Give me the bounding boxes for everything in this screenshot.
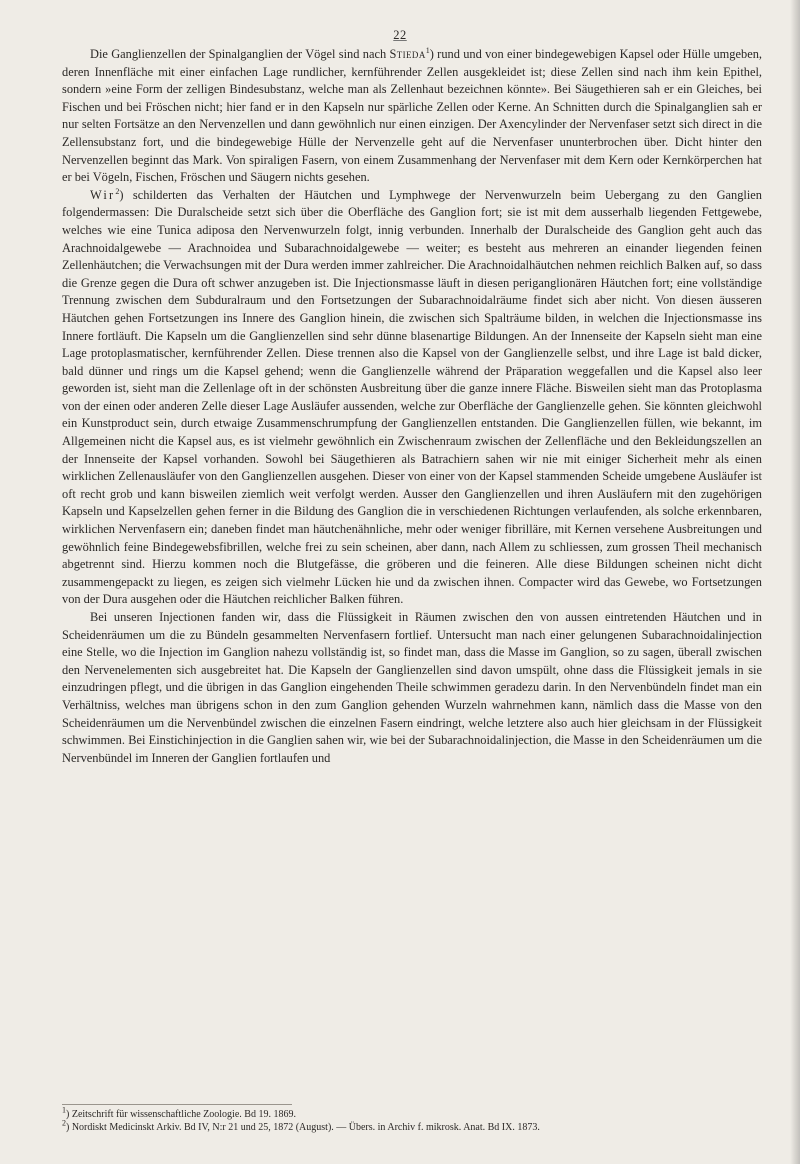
paragraph-wir [62,187,762,609]
paragraph-stieda [62,46,762,187]
footnote-text: ) Zeitschrift für wissenschaftliche Zoologie. Bd 19. 1869. [66,1109,296,1120]
paragraph-text: Die Ganglienzellen der Spinalganglien der Vögel sind nach [90,47,390,61]
paragraph-text: Bei unseren Injectionen fanden wir, dass die Flüssigkeit in Räumen zwischen den von aussen eintretenden Häutchen und in Scheidenräumen um die zu Bündeln gesammelten Nervenfasern fortlief. Untersucht man nach einer gelungenen Subarachnoidalinjection eine Stelle, wo die Injection im Ganglion nahezu vollständig ist, so findet man, dass die Masse im Ganglion, so zu sagen, überall zwischen den Nervenelementen sich ausgebreitet hat. Die Kapseln der Ganglienzellen sind davon umspült, ohne dass die Flüssigkeit jemals in sie einzudringen pflegt, und die übrigen in das Ganglion eingehenden Theile schwimmen geradezu darin. In den Nervenbündeln findet man ein Verhältniss, welches man übrigens schon in den zum Ganglion gehenden Wurzeln wahrnehmen kann, nämlich dass die Masse von den Scheidenräumen um die Nervenbündel zwischen die einzelnen Fasern eindringt, welche letztere also auch hier gleichsam in der Flüssigkeit schwimmen. Bei Einstichinjection in die Ganglien sahen wir, wie bei der Subarachnoidalinjection, die Masse in den Scheidenräumen um die Nervenbündel im Inneren der Ganglien fortlaufen und [62,610,762,765]
paragraph-injection [62,609,762,767]
paragraph-text: ) schilderten das Verhalten der Häutchen und Lymphwege der Nervenwurzeln beim Uebergang zu den Ganglien folgendermassen: Die Duralscheide setzt sich über die Oberfläche des Ganglion fort; sie ist mit dem ausserhalb liegenden Fettgewebe, welches wie eine Tunica adiposa den Nervenwurzeln folgt, innig verbunden. Innerhalb der Duralscheide des Ganglion geht auch das Arachnoidalgewebe — Arachnoidea und Subarachnoidalgewebe — weiter; es besteht aus mehreren an einander liegenden feinen Zellenhäutchen; die Verwachsungen mit der Dura werden immer zahlreicher. Die Arachnoidalhäutchen nehmen reichlich Balken auf, so dass die Grenze gegen die Dura oft schwer anzugeben ist. Die Injectionsmasse läuft in diesen periganglionären Häutchen fort; eine vollständige Trennung zwischen dem Subduralraum und den Fortsetzungen der Subarachnoidalräume findet sich aber nicht. Von diesen äusseren Häutchen gehen Fortsetzungen ins Innere des Ganglion hinein, die zwischen sich Spalträume bilden, in welchen die Injectionsmasse ins Innere fortläuft. Die Kapseln um die Ganglienzellen sind sehr dünne blasenartige Bildungen. An der Innenseite der Kapseln sieht man eine Lage protoplasmatischer, kernführender Zellen. Diese trennen also die Kapsel von der Ganglienzelle selbst, und ihre Lage ist bald dicker, bald dünner und rings um die Kapsel gehend; wenn die Ganglienzelle während der Präparation weggefallen und die Kapsel also leer geworden ist, sieht man die Zellenlage oft in der schönsten Ausbreitung über die ganze innere Fläche. Bisweilen sieht man das Protoplasma von der einen oder anderen Zelle dieser Lage Ausläufer aussenden, welche zur Oberfläche der Ganglienzelle gehen. Sie könnten gleichwohl ein Kunstproduct sein, durch etwaige Zusammenschrumpfung der Ganglienzellen entstanden. Die Ganglienzellen füllen, wie bekannt, im Allgemeinen nicht die Kapsel aus, es ist vielmehr gewöhnlich ein Zwischenraum zwischen der Zellenfläche und den Bekleidungszellen an der Innenseite der Kapsel vorhanden. Sowohl bei Säugethieren als Batrachiern sahen wir nie mit einiger Sicherheit mehr als einen wirklichen Zellenausläufer von den Ganglienzellen ausgehen. Dieser von einer von der Kapsel stammenden Scheide umgebene Ausläufer ist oft recht grob und kann bisweilen ziemlich weit verfolgt werden. Ausser den Ganglienzellen und ihren Ausläufern mit den zugehörigen Kapseln und Kapselzellen gehen ferner in die Bildung des Ganglion die in verschiedenen Richtungen verlaufenden, als solche erkennbaren, wirklichen Nervenfasern ein; daneben findet man häutchenähnliche, mehr oder weniger fibrilläre, mit Kernen versehene Ausbreitungen und gewöhnlich feine Bindegewebsfibrillen, welche frei zu sein scheinen, aber dann, nach Allem zu schliessen, zum grossen Theil mechanisch abgetrennt sind. Hierzu kommen noch die Blutgefässe, die gröberen und die feineren. Alle diese Bildungen scheinen nicht dicht zusammengepackt zu liegen, es zeigen sich vielmehr Lücken hie und da zwischen ihnen. Compacter wird das Gewebe, wo Fortsetzungen von der Dura ausgehen oder die Häutchen reichlicher Balken führen. [62,187,762,607]
author-name: Wir [90,187,116,202]
footnote-text: ) Nordiskt Medicinskt Arkiv. Bd IV, N:r 21 und 25, 1872 (August). — Übers. in Archiv f. mikrosk. Anat. Bd IX. 1873. [66,1122,540,1133]
footnote-2 [62,1118,540,1134]
footnote-1 [62,1105,296,1121]
footnote-ref: 2 [115,186,120,196]
footnote-ref: 1 [425,45,430,55]
footnotes [62,1104,540,1134]
paragraph-text: ) rund und von einer bindegewebigen Kapsel oder Hülle umgeben, deren Innenfläche mit einer einfachen Lage rundlicher, kernführender Zellen ausgekleidet ist; diese Zellen sind nach ihm kein Epithel, sondern »eine Form der zelligen Bindesubstanz, welche man als Zellenhaut bezeichnen könnte». Bei Säugethieren sah er ein Gleiches, bei Fischen und bei Fröschen nicht; hier fand er in den Kapseln nur spärliche Zellen oder Kerne. An Schnitten durch die Spinalganglien sah er nur selten Fortsätze an den Nervenzellen und dann gewöhnlich nur einen einzigen. Der Axencylinder der Nervenfaser setzt sich direct in die Zellensubstanz fort, und die bindegewebige Hülle der Nervenzelle geht auf die Nervenfaser ununterbrochen über. Dicht hinter den Nervenzellen beginnt das Mark. Von spiraligen Fasern, von einem Zusammenhang der Nervenfaser mit dem Kern oder Kernkörperchen hat er bei Vögeln, Fischen, Fröschen und Säugern nichts gesehen. [62,47,762,185]
page-number: 22 [393,28,407,42]
footnote-mark: 2 [62,1118,66,1128]
body-text [62,46,762,767]
footnote-mark: 1 [62,1105,66,1115]
author-name: Stieda [389,47,426,61]
